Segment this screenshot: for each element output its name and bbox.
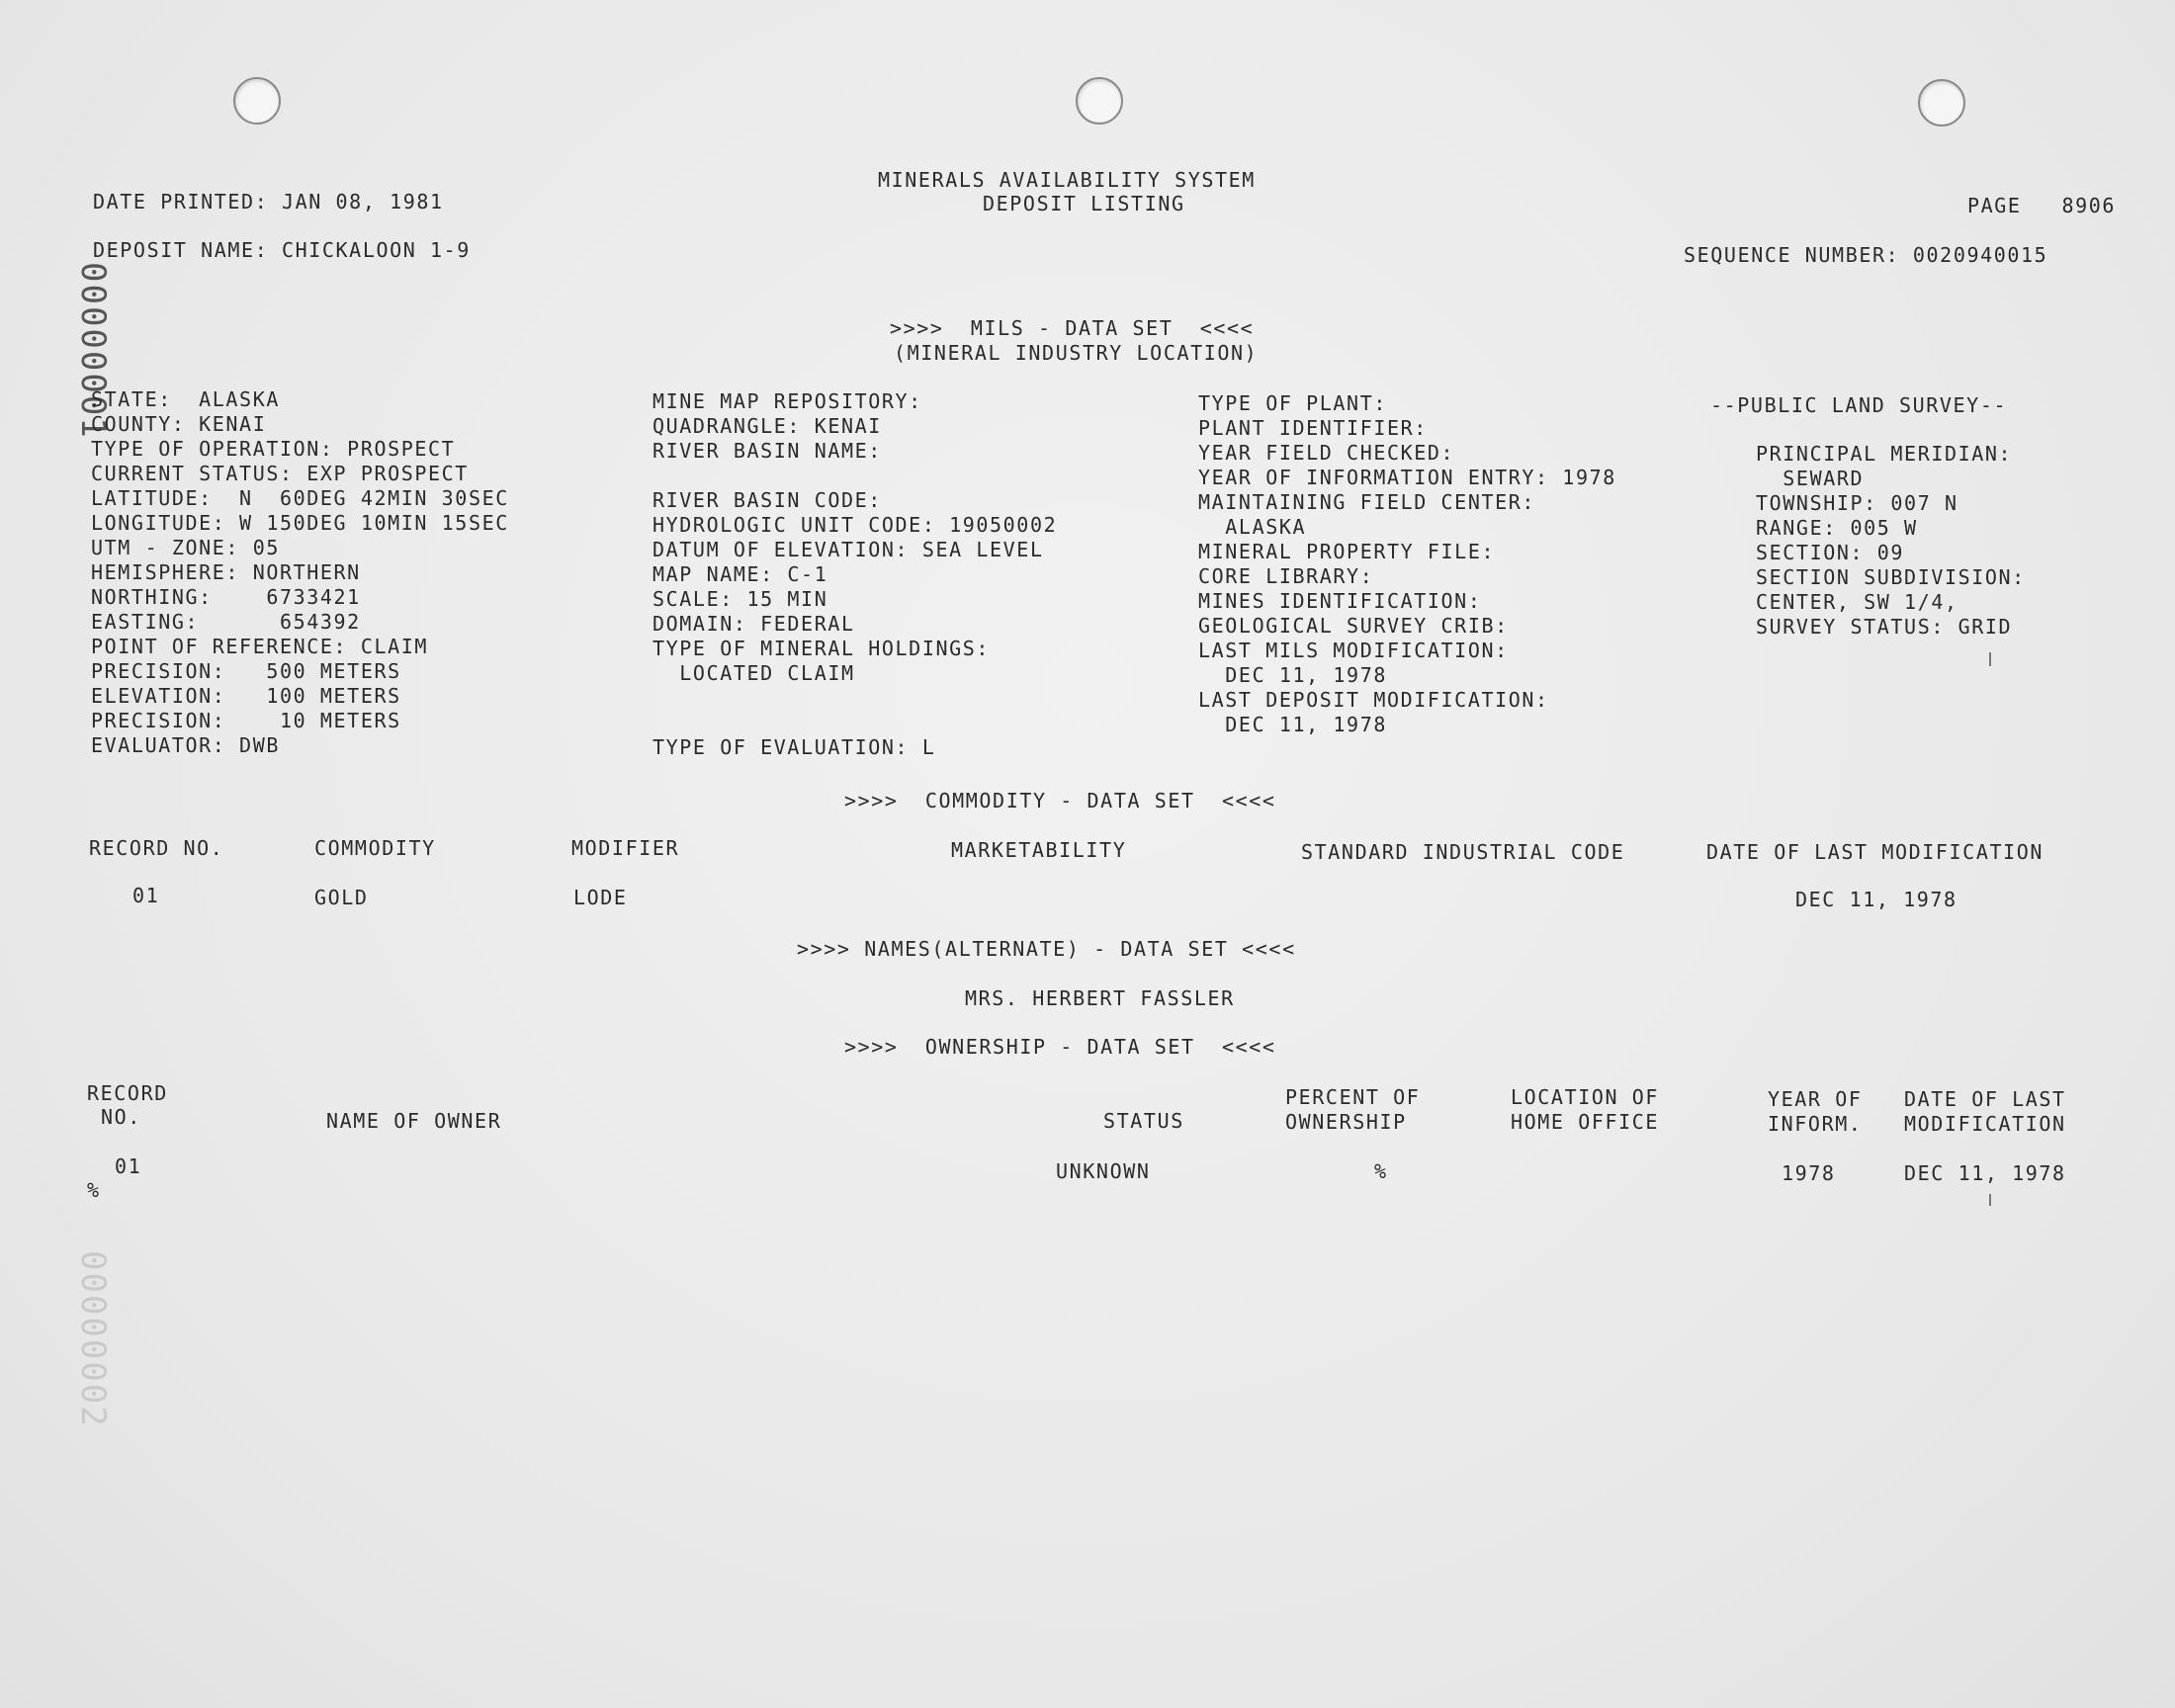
ownership-section-title: >>>> OWNERSHIP - DATA SET <<<< <box>844 1035 1276 1059</box>
ownership-header-year: YEAR OF <box>1768 1087 1863 1111</box>
commodity-modifier: LODE <box>573 886 628 909</box>
mils-column-plant <box>1198 391 1616 737</box>
margin-page-number-bottom: 00000002 <box>73 1250 113 1428</box>
listing-title: DEPOSIT LISTING <box>983 192 1185 215</box>
mils-field <box>652 464 1057 488</box>
ownership-header-year-2: INFORM. <box>1768 1112 1863 1136</box>
deposit-name: DEPOSIT NAME: CHICKALOON 1-9 <box>93 238 471 262</box>
mils-field: SCALE: 15 MIN <box>652 587 828 611</box>
mils-section-title: >>>> MILS - DATA SET <<<< <box>890 316 1255 340</box>
mils-field: DOMAIN: FEDERAL <box>652 612 855 636</box>
mils-field: NORTHING: 6733421 <box>91 585 361 609</box>
mils-field: LATITUDE: N 60DEG 42MIN 30SEC <box>91 486 509 510</box>
ownership-header-record: RECORD <box>87 1081 168 1105</box>
mils-field: HYDROLOGIC UNIT CODE: 19050002 <box>652 513 1058 537</box>
sequence-number: SEQUENCE NUMBER: 0020940015 <box>1684 243 2048 267</box>
mils-field: RANGE: 005 W <box>1756 516 1918 540</box>
mils-field: RIVER BASIN CODE: <box>652 488 882 512</box>
commodity-section-title: >>>> COMMODITY - DATA SET <<<< <box>844 789 1276 812</box>
mils-field: DEC 11, 1978 <box>1198 663 1387 687</box>
mils-field: YEAR OF INFORMATION ENTRY: 1978 <box>1198 466 1616 489</box>
ownership-header-percent-2: OWNERSHIP <box>1285 1110 1407 1134</box>
commodity-header-date: DATE OF LAST MODIFICATION <box>1706 840 2044 864</box>
mils-column-map <box>652 389 1057 760</box>
mils-field: SURVEY STATUS: GRID <box>1756 615 2013 639</box>
ownership-percent: % <box>1374 1159 1388 1183</box>
ownership-header-date-2: MODIFICATION <box>1904 1112 2066 1136</box>
printer-mark <box>1989 652 1991 666</box>
mils-field <box>652 686 1057 711</box>
mils-column-location <box>91 387 509 758</box>
mils-field: LOCATED CLAIM <box>652 661 855 685</box>
mils-field: RIVER BASIN NAME: <box>652 439 882 463</box>
commodity-header-sic: STANDARD INDUSTRIAL CODE <box>1301 840 1625 864</box>
binder-hole-center <box>1076 77 1123 125</box>
mils-field: YEAR FIELD CHECKED: <box>1198 441 1455 465</box>
mils-field: POINT OF REFERENCE: CLAIM <box>91 635 429 658</box>
mils-field: DATUM OF ELEVATION: SEA LEVEL <box>652 538 1044 561</box>
mils-column-land-survey <box>1756 442 2026 640</box>
mils-field: UTM - ZONE: 05 <box>91 536 280 559</box>
page-number: PAGE 8906 <box>1967 194 2117 217</box>
commodity-name: GOLD <box>314 886 369 909</box>
margin-page-number-top: 00000001 <box>73 262 113 440</box>
alternate-name: MRS. HERBERT FASSLER <box>965 986 1235 1010</box>
commodity-header-marketability: MARKETABILITY <box>951 838 1127 862</box>
mils-field: TYPE OF PLANT: <box>1198 391 1387 415</box>
mils-field: TYPE OF MINERAL HOLDINGS: <box>652 637 991 660</box>
mils-field: PLANT IDENTIFIER: <box>1198 416 1428 440</box>
ownership-year: 1978 <box>1782 1161 1836 1185</box>
mils-field: HEMISPHERE: NORTHERN <box>91 560 361 584</box>
ownership-header-status: STATUS <box>1103 1109 1184 1133</box>
mils-field: TYPE OF EVALUATION: L <box>652 735 936 759</box>
ownership-header-location-2: HOME OFFICE <box>1511 1110 1660 1134</box>
mils-field: LONGITUDE: W 150DEG 10MIN 15SEC <box>91 511 509 535</box>
ownership-date: DEC 11, 1978 <box>1904 1161 2066 1185</box>
mils-field: LAST DEPOSIT MODIFICATION: <box>1198 688 1549 712</box>
commodity-header-commodity: COMMODITY <box>314 836 436 860</box>
ownership-footnote: % <box>87 1178 101 1202</box>
mils-field: SECTION SUBDIVISION: <box>1756 565 2026 589</box>
mils-field: MAINTAINING FIELD CENTER: <box>1198 490 1536 514</box>
names-section-title: >>>> NAMES(ALTERNATE) - DATA SET <<<< <box>797 937 1296 961</box>
mils-field: CURRENT STATUS: EXP PROSPECT <box>91 462 469 485</box>
mils-field: PRECISION: 500 METERS <box>91 659 401 683</box>
mils-field: ALASKA <box>1198 515 1307 539</box>
mils-field: SEWARD <box>1756 467 1865 490</box>
mils-field: LAST MILS MODIFICATION: <box>1198 639 1509 662</box>
commodity-header-modifier: MODIFIER <box>571 836 680 860</box>
commodity-header-record: RECORD NO. <box>89 836 224 860</box>
mils-field: EVALUATOR: DWB <box>91 733 280 757</box>
system-title: MINERALS AVAILABILITY SYSTEM <box>878 168 1256 192</box>
commodity-date: DEC 11, 1978 <box>1795 888 1958 911</box>
mils-field: TOWNSHIP: 007 N <box>1756 491 1958 515</box>
mils-field: GEOLOGICAL SURVEY CRIB: <box>1198 614 1509 638</box>
mils-field: MINES IDENTIFICATION: <box>1198 589 1482 613</box>
mils-field: TYPE OF OPERATION: PROSPECT <box>91 437 456 461</box>
mils-field: MINERAL PROPERTY FILE: <box>1198 540 1496 563</box>
mils-field: STATE: ALASKA <box>91 387 280 411</box>
mils-field: PRINCIPAL MERIDIAN: <box>1756 442 2013 466</box>
ownership-status: UNKNOWN <box>1056 1159 1151 1183</box>
mils-field: PRECISION: 10 METERS <box>91 709 401 732</box>
date-printed: DATE PRINTED: JAN 08, 1981 <box>93 190 444 214</box>
ownership-header-date: DATE OF LAST <box>1904 1087 2066 1111</box>
printer-mark <box>1989 1194 1991 1206</box>
ownership-header-record-no: NO. <box>101 1105 141 1129</box>
public-land-survey-title: --PUBLIC LAND SURVEY-- <box>1710 393 2008 417</box>
commodity-record-no: 01 <box>132 884 160 907</box>
mils-field <box>652 711 1057 735</box>
mils-section-subtitle: (MINERAL INDUSTRY LOCATION) <box>894 341 1259 365</box>
mils-field: SECTION: 09 <box>1756 541 1905 564</box>
mils-field: ELEVATION: 100 METERS <box>91 684 401 708</box>
ownership-record-no: 01 <box>115 1154 142 1178</box>
mils-field: CENTER, SW 1/4, <box>1756 590 1958 614</box>
mils-field: COUNTY: KENAI <box>91 412 267 436</box>
binder-hole-right <box>1918 79 1965 127</box>
ownership-header-percent: PERCENT OF <box>1285 1085 1421 1109</box>
ownership-header-location: LOCATION OF <box>1511 1085 1660 1109</box>
ownership-header-name: NAME OF OWNER <box>326 1109 502 1133</box>
mils-field: MAP NAME: C-1 <box>652 562 828 586</box>
mils-field: QUADRANGLE: KENAI <box>652 414 882 438</box>
mils-field: DEC 11, 1978 <box>1198 713 1387 736</box>
mils-field: CORE LIBRARY: <box>1198 564 1374 588</box>
mils-field: MINE MAP REPOSITORY: <box>652 389 922 413</box>
binder-hole-left <box>233 77 281 125</box>
mils-field: EASTING: 654392 <box>91 610 361 634</box>
